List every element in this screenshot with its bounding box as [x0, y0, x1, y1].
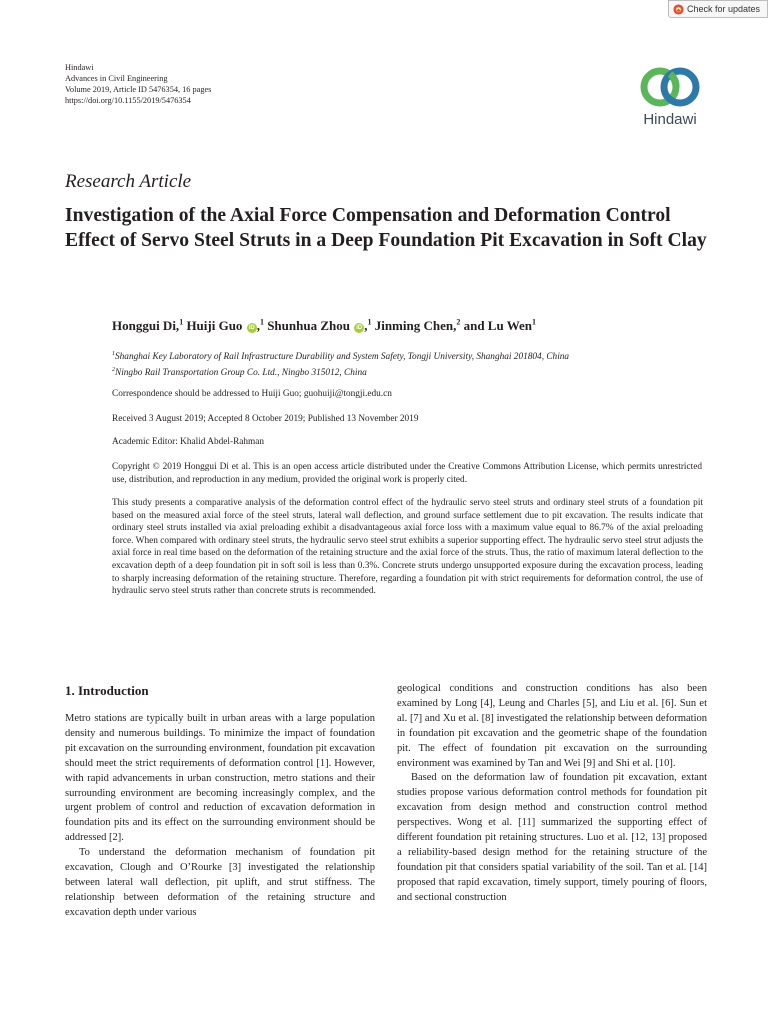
correspondence: Correspondence should be addressed to Huiji Guo; guohuiji@tongji.edu.cn	[112, 389, 392, 399]
author-name: Huiji Guo	[186, 318, 243, 334]
author-affil-num: 1	[532, 318, 537, 327]
author[interactable]: Huiji Guo iD ,$^1$	[186, 318, 264, 334]
paragraph: To understand the deformation mechanism of foundation pit excavation, Clough and O’Rourke [3] investigated the relationship between lateral wall deflection, pit uplift, and strut stiffness. The relationship between deformation of the retaining structure and excavation depth under various	[65, 847, 375, 918]
article-type: Research Article	[65, 171, 192, 192]
journal-name: Advances in Civil Engineering	[65, 74, 168, 83]
author[interactable]: Shunhua Zhou iD ,$^1$	[267, 318, 372, 334]
paragraph: geological conditions and construction conditions has also been examined by Long [4], Leung and Charles [5], and Liu et al. [6]. Sun et al. [7] and Xu et al. [8] investigated the relationship between deformation in foundation pit excavation and the geometric shape of the foundation pit. The effect of foundation pit excavation on the surrounding environment was examined by Tan and Wei [9] and Shi et al. [10].	[397, 683, 707, 769]
author-name: Jinming Chen,	[374, 318, 457, 334]
author[interactable]	[112, 318, 183, 333]
paragraph: Based on the deformation law of foundation pit excavation, extant studies propose various deformation control methods for foundation pit excavation from design method and construction control method perspectives. Wong et al. [11] summarized the supporting effect of different foundation pit retaining structures. Luo et al. [12, 13] proposed a reliability-based design method for the retaining structure of the foundation pit that considers spatial variability of the soil. Tan et al. [14] proposed that rapid excavation, timely support, timely pouring of floors, and sectional construction	[397, 772, 707, 903]
author-name: and Lu Wen	[463, 318, 533, 334]
hindawi-wordmark: Hindawi	[643, 111, 697, 128]
affiliations	[112, 348, 569, 380]
copyright-notice: Copyright © 2019 Honggui Di et al. This is an open access article distributed under the Creative Commons Attribution License, which permits unrestricted use, distribution, and reproduction in any medium, provided the original work is properly cited.	[112, 462, 702, 485]
author-affil-num: 1	[179, 318, 184, 327]
affiliation: $^2$Ningbo Rail Transportation Group Co. Ltd., Ningbo 315012, China	[112, 367, 367, 379]
publisher-name: Hindawi	[65, 63, 94, 72]
author-name: Shunhua Zhou	[267, 318, 350, 334]
orcid-icon[interactable]: iD	[356, 325, 363, 332]
left-column	[65, 712, 375, 921]
paragraph: Metro stations are typically built in urban areas with a large population density and numerous buildings. To minimize the impact of foundation pit excavation on the surrounding environment, foundation pit excavation should meet the strict requirements of deformation control [1]. However, with rapid advancements in urban construction, metro stations and their surrounding environment are becoming increasingly complex, and the urgent problem of control and reduction of excavation deformation in foundation pits and its effect on the surrounding environment should be addressed [2].	[65, 713, 375, 844]
publication-dates: Received 3 August 2019; Accepted 8 October 2019; Published 13 November 2019	[112, 414, 419, 424]
affiliation: $^1$Shanghai Key Laboratory of Rail Infrastructure Durability and System Safety, Tongji University, Shanghai 201804, China	[112, 351, 570, 363]
academic-editor: Academic Editor: Khalid Abdel-Rahman	[112, 437, 265, 447]
orcid-icon[interactable]: iD	[248, 325, 255, 332]
author-name: Honggui Di,	[112, 318, 180, 334]
article-title: Investigation of the Axial Force Compensation and Deformation Control Effect of Servo Steel Struts in a Deep Foundation Pit Excavation in Soft Clay	[65, 205, 707, 251]
author[interactable]	[375, 318, 461, 333]
author-affil-num: 1	[259, 318, 264, 327]
right-column	[397, 682, 707, 906]
journal-info	[65, 62, 211, 106]
check-for-updates-label: Check for updates	[687, 4, 761, 14]
volume-info: Volume 2019, Article ID 5476354, 16 pages	[65, 85, 212, 94]
doi-link[interactable]: https://doi.org/10.1155/2019/5476354	[65, 96, 191, 105]
check-for-updates-button[interactable]	[668, 0, 768, 18]
author-affil-num: 1	[367, 318, 372, 327]
author-list	[112, 318, 536, 334]
section-heading: 1. Introduction	[65, 683, 149, 698]
author[interactable]	[464, 318, 536, 333]
abstract: This study presents a comparative analysis of the deformation control effect of the hydraulic servo steel struts and ordinary steel struts of a foundation pit based on the measured axial force of the steel struts, lateral wall deflection, and ground surface settlement due to pit excavation. The results indicate that ordinary steel struts installed via axial preloading exhibit a disadvantageous axial force loss with a maximum value equal to 86.7% of the axial preloading force. When compared with ordinary steel struts, the hydraulic servo steel strut exhibits a superior supporting effect. The hydraulic servo steel strut adjusts the axial force in real time based on the deformation of the retaining structure and the axial force of the struts. Thus, the ratio of maximum lateral deflection to the excavation depth of a deep foundation pit in soft soil is less than 0.3%. Concrete struts undergo unsupported exposure during the excavation process, leading to sharply increasing deformation of the retaining structure. Therefore, regarding a foundation pit with strict requirements for deformation control, the use of hydraulic servo steel struts rather than concrete struts is recommended.	[112, 498, 703, 597]
update-icon	[673, 4, 684, 15]
author-affil-num: 2	[456, 318, 461, 327]
